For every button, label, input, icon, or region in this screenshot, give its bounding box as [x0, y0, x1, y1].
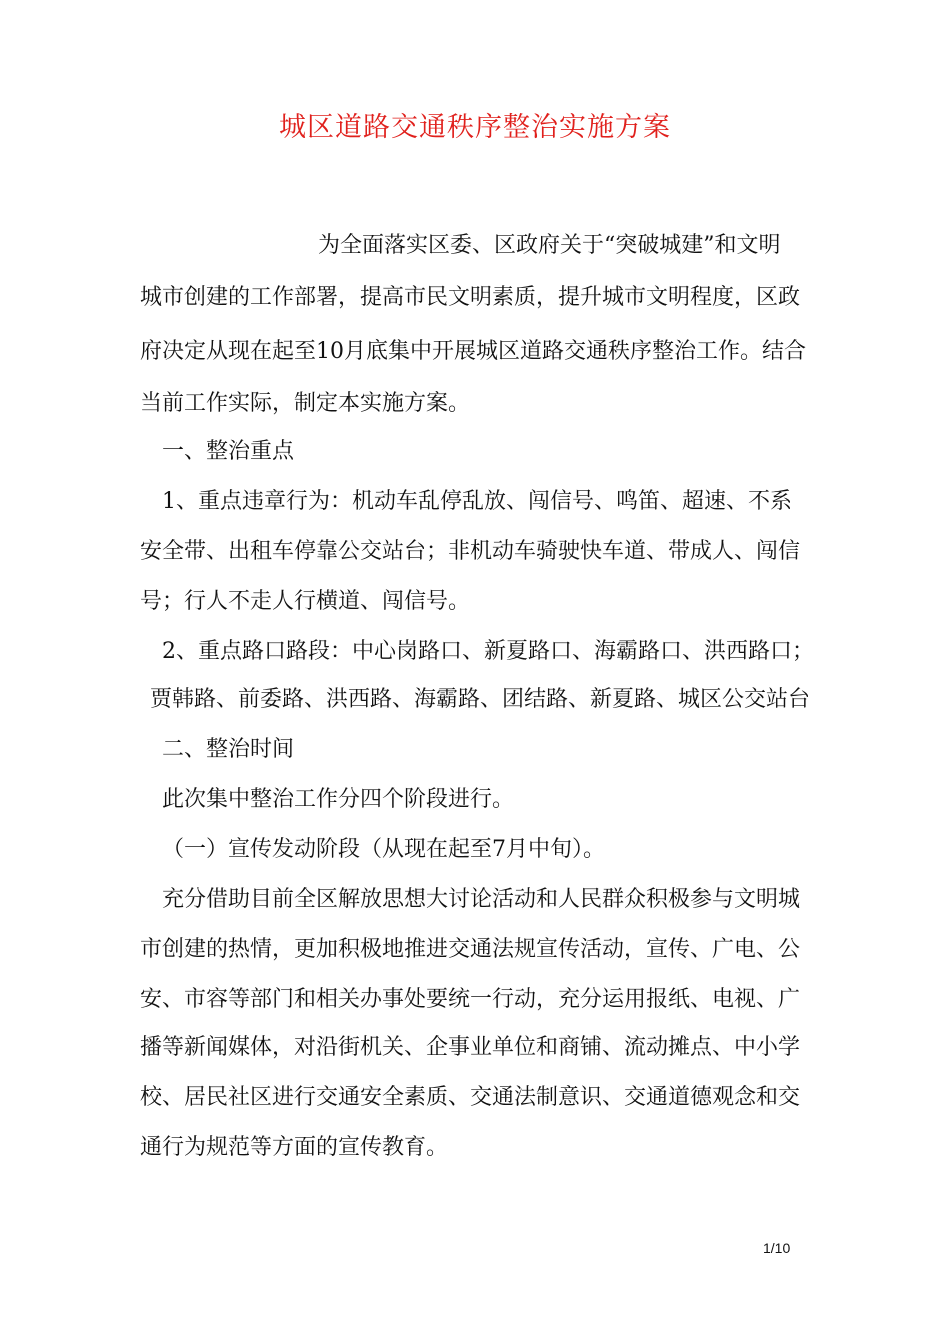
- paragraph-line: 府决定从现在起至10月底集中开展城区道路交通秩序整治工作。结合: [140, 339, 806, 364]
- paragraph-line: 1、重点违章行为：机动车乱停乱放、闯信号、鸣笛、超速、不系: [162, 489, 792, 514]
- paragraph-line: 校、居民社区进行交通安全素质、交通法制意识、交通道德观念和交: [140, 1085, 801, 1110]
- section-heading: 二、整治时间: [162, 737, 295, 762]
- paragraph-line: 通行为规范等方面的宣传教育。: [140, 1135, 449, 1160]
- paragraph-line: 2、重点路口路段：中心岗路口、新夏路口、海霸路口、洪西路口；: [162, 639, 814, 664]
- page-number: 1/10: [763, 1240, 791, 1256]
- paragraph-line: 安、市容等部门和相关办事处要统一行动，充分运用报纸、电视、广: [140, 987, 801, 1012]
- paragraph-line: 城市创建的工作部署，提高市民文明素质，提升城市文明程度，区政: [140, 285, 801, 310]
- paragraph-line: 号；行人不走人行横道、闯信号。: [140, 589, 471, 614]
- paragraph-line: 播等新闻媒体，对沿街机关、企事业单位和商铺、流动摊点、中小学: [140, 1035, 801, 1060]
- paragraph-line: 为全面落实区委、区政府关于“突破城建”和文明: [318, 233, 781, 258]
- paragraph-line: 当前工作实际，制定本实施方案。: [140, 391, 471, 416]
- paragraph-line: 贾韩路、前委路、洪西路、海霸路、团结路、新夏路、城区公交站台: [150, 687, 811, 712]
- paragraph-line: 充分借助目前全区解放思想大讨论活动和人民群众积极参与文明城: [162, 887, 801, 912]
- subsection-heading: （一）宣传发动阶段（从现在起至7月中旬）。: [162, 837, 605, 862]
- document-title: 城区道路交通秩序整治实施方案: [279, 112, 671, 143]
- section-heading: 一、整治重点: [162, 439, 295, 464]
- paragraph-line: 市创建的热情，更加积极地推进交通法规宣传活动，宣传、广电、公: [140, 937, 801, 962]
- paragraph-line: 此次集中整治工作分四个阶段进行。: [162, 787, 515, 812]
- paragraph-line: 安全带、出租车停靠公交站台；非机动车骑驶快车道、带成人、闯信: [140, 539, 801, 564]
